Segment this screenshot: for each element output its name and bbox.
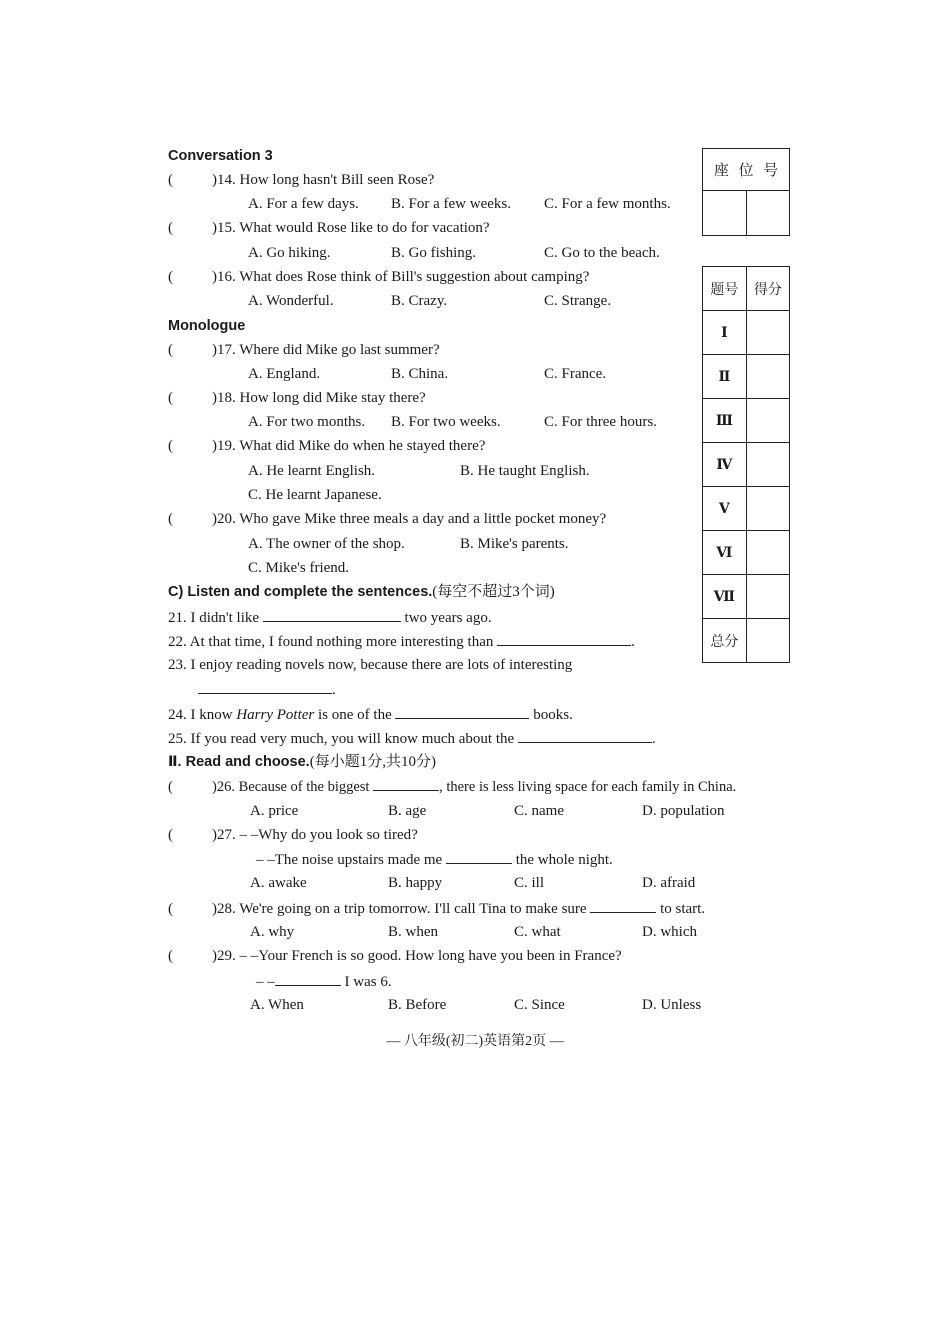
score-cell[interactable] bbox=[746, 355, 789, 399]
score-row bbox=[703, 443, 790, 487]
question-27 bbox=[168, 825, 418, 845]
option-b: B. For two weeks. bbox=[391, 414, 501, 430]
question-15 bbox=[168, 218, 490, 238]
sentence-text: 24. I know bbox=[168, 707, 233, 723]
question-number: )14. bbox=[212, 172, 236, 188]
section-number: Ⅲ bbox=[703, 399, 747, 443]
option-a: A. When bbox=[250, 997, 304, 1013]
question-text: – –Your French is so good. How long have you been in France? bbox=[239, 948, 622, 964]
page-footer: — 八年级(初二)英语第2页 — bbox=[386, 1034, 564, 1049]
score-table-header bbox=[703, 267, 790, 311]
option-b: B. Crazy. bbox=[391, 293, 448, 309]
sentence-text: two years ago. bbox=[404, 610, 492, 626]
option-d: D. Unless bbox=[642, 997, 702, 1013]
answer-blank-27[interactable] bbox=[446, 849, 512, 864]
question-text: – – bbox=[256, 974, 275, 990]
question-text: to start. bbox=[660, 901, 706, 917]
option-a: A. why bbox=[250, 924, 295, 940]
question-number: )28. bbox=[212, 901, 236, 917]
score-row bbox=[703, 399, 790, 443]
question-number: )18. bbox=[212, 390, 236, 406]
question-27-line2 bbox=[256, 849, 613, 869]
option-c: C. what bbox=[514, 924, 561, 940]
answer-paren: ( bbox=[168, 779, 173, 795]
score-table bbox=[702, 266, 790, 663]
sentence-text: 23. I enjoy reading novels now, because there are lots of interesting bbox=[168, 657, 573, 673]
answer-paren: ( bbox=[168, 901, 173, 917]
answer-paren: ( bbox=[168, 390, 173, 406]
seat-label-char: 位 bbox=[738, 163, 754, 179]
options-28 bbox=[168, 922, 798, 942]
total-score-cell[interactable] bbox=[746, 619, 789, 663]
sentence-text: books. bbox=[533, 707, 573, 723]
option-c: C. He learnt Japanese. bbox=[248, 487, 382, 503]
sentence-text: 21. I didn't like bbox=[168, 610, 260, 626]
question-18 bbox=[168, 388, 426, 408]
option-d: D. population bbox=[642, 803, 725, 819]
option-c: C. name bbox=[514, 803, 564, 819]
score-row bbox=[703, 575, 790, 619]
question-text: We're going on a trip tomorrow. I'll call Tina to make sure bbox=[239, 901, 587, 917]
answer-paren: ( bbox=[168, 342, 173, 358]
option-c: C. France. bbox=[544, 366, 607, 382]
answer-blank-28[interactable] bbox=[590, 898, 656, 913]
score-total-row bbox=[703, 619, 790, 663]
question-text: , there is less living space for each family in China. bbox=[439, 779, 737, 795]
section-number: Ⅴ bbox=[703, 487, 747, 531]
question-text: What did Mike do when he stayed there? bbox=[239, 438, 486, 454]
answer-blank-25[interactable] bbox=[518, 728, 652, 743]
section-ii-title: Ⅱ. Read and choose. bbox=[168, 754, 310, 770]
options-26 bbox=[168, 801, 798, 821]
answer-paren: ( bbox=[168, 511, 173, 527]
sentence-22: 22. At that time, I found nothing more interesting than . bbox=[168, 631, 635, 651]
score-cell[interactable] bbox=[746, 575, 789, 619]
option-a: A. For a few days. bbox=[248, 196, 359, 212]
score-cell[interactable] bbox=[746, 399, 789, 443]
answer-paren: ( bbox=[168, 438, 173, 454]
option-b: B. Mike's parents. bbox=[460, 536, 569, 552]
question-29-line2 bbox=[256, 971, 392, 991]
option-c: C. For three hours. bbox=[544, 414, 657, 430]
question-14 bbox=[168, 170, 434, 190]
option-b: B. China. bbox=[391, 366, 449, 382]
header-question-no: 题号 bbox=[703, 267, 747, 311]
option-a: A. He learnt English. bbox=[248, 463, 376, 479]
options-15 bbox=[168, 243, 798, 263]
sentence-text: 22. At that time, I found nothing more interesting than bbox=[168, 634, 494, 650]
question-number: )15. bbox=[212, 220, 236, 236]
score-cell[interactable] bbox=[746, 487, 789, 531]
answer-blank-22[interactable] bbox=[497, 631, 631, 646]
section-ii-heading bbox=[168, 752, 436, 772]
option-c: C. Strange. bbox=[544, 293, 612, 309]
option-d: D. afraid bbox=[642, 875, 696, 891]
answer-blank-24[interactable] bbox=[395, 704, 529, 719]
answer-blank-23[interactable] bbox=[198, 679, 332, 694]
sentence-21 bbox=[168, 607, 492, 627]
header-score: 得分 bbox=[746, 267, 789, 311]
sentence-23-blank-line: . bbox=[198, 679, 336, 699]
question-29 bbox=[168, 946, 622, 966]
question-text: How long hasn't Bill seen Rose? bbox=[239, 172, 435, 188]
total-label: 总分 bbox=[703, 619, 747, 663]
option-a: A. England. bbox=[248, 366, 321, 382]
score-cell[interactable] bbox=[746, 443, 789, 487]
option-a: A. Go hiking. bbox=[248, 245, 331, 261]
option-a: A. For two months. bbox=[248, 414, 366, 430]
option-c: C. For a few months. bbox=[544, 196, 671, 212]
option-b: B. when bbox=[388, 924, 438, 940]
question-16 bbox=[168, 267, 589, 287]
option-c: C. Mike's friend. bbox=[248, 560, 350, 576]
score-row bbox=[703, 311, 790, 355]
answer-paren: ( bbox=[168, 827, 173, 843]
section-number: Ⅱ bbox=[703, 355, 747, 399]
section-number: Ⅰ bbox=[703, 311, 747, 355]
section-number: Ⅳ bbox=[703, 443, 747, 487]
answer-paren: ( bbox=[168, 269, 173, 285]
option-c: C. Go to the beach. bbox=[544, 245, 660, 261]
options-29 bbox=[168, 995, 798, 1015]
score-cell[interactable] bbox=[746, 531, 789, 575]
question-number: )16. bbox=[212, 269, 236, 285]
question-text: Who gave Mike three meals a day and a little pocket money? bbox=[239, 511, 607, 527]
option-b: B. Go fishing. bbox=[391, 245, 477, 261]
section-ii-note: (每小题1分,共10分) bbox=[309, 754, 436, 770]
question-text: Where did Mike go last summer? bbox=[239, 342, 440, 358]
option-c: C. ill bbox=[514, 875, 545, 891]
section-heading-monologue: Monologue bbox=[168, 318, 246, 334]
question-20 bbox=[168, 509, 606, 529]
question-number: )27. bbox=[212, 827, 236, 843]
seat-number-cell[interactable] bbox=[747, 191, 791, 235]
answer-paren: ( bbox=[168, 948, 173, 964]
answer-blank-21[interactable] bbox=[263, 607, 401, 622]
question-number: )20. bbox=[212, 511, 236, 527]
seat-number-header bbox=[703, 149, 789, 191]
question-19 bbox=[168, 436, 485, 456]
option-d: D. which bbox=[642, 924, 697, 940]
question-17 bbox=[168, 340, 440, 360]
option-b: B. He taught English. bbox=[460, 463, 590, 479]
section-c-heading bbox=[168, 582, 555, 602]
seat-label-char: 座 bbox=[713, 163, 729, 179]
answer-blank-26[interactable] bbox=[373, 776, 439, 791]
option-b: B. age bbox=[388, 803, 427, 819]
seat-label-char: 号 bbox=[763, 163, 779, 179]
question-text: How long did Mike stay there? bbox=[239, 390, 426, 406]
option-b: B. For a few weeks. bbox=[391, 196, 511, 212]
answer-paren: ( bbox=[168, 220, 173, 236]
option-a: A. price bbox=[250, 803, 299, 819]
section-number: Ⅶ bbox=[703, 575, 747, 619]
seat-number-cell[interactable] bbox=[703, 191, 747, 235]
section-c-title: C) Listen and complete the sentences. bbox=[168, 584, 433, 600]
options-27 bbox=[168, 873, 798, 893]
question-number: )17. bbox=[212, 342, 236, 358]
option-c: C. Since bbox=[514, 997, 565, 1013]
question-28 bbox=[168, 898, 705, 918]
sentence-25: 25. If you read very much, you will know much about the . bbox=[168, 728, 656, 748]
question-text: What does Rose think of Bill's suggestion about camping? bbox=[239, 269, 590, 285]
score-cell[interactable] bbox=[746, 311, 789, 355]
score-row bbox=[703, 531, 790, 575]
answer-blank-29[interactable] bbox=[275, 971, 341, 986]
score-row bbox=[703, 355, 790, 399]
question-text: – –The noise upstairs made me bbox=[256, 852, 443, 868]
question-number: )26. bbox=[212, 779, 235, 795]
score-row bbox=[703, 487, 790, 531]
question-text: – –Why do you look so tired? bbox=[239, 827, 418, 843]
sentence-24 bbox=[168, 704, 573, 724]
seat-number-box bbox=[702, 148, 790, 236]
question-text: What would Rose like to do for vacation? bbox=[239, 220, 490, 236]
question-26 bbox=[168, 776, 736, 796]
option-a: A. Wonderful. bbox=[248, 293, 334, 309]
sentence-text: 25. If you read very much, you will know much about the bbox=[168, 731, 515, 747]
answer-paren: ( bbox=[168, 172, 173, 188]
question-text: Because of the biggest bbox=[238, 779, 370, 795]
question-text: I was 6. bbox=[344, 974, 392, 990]
question-text: the whole night. bbox=[515, 852, 613, 868]
option-b: B. Before bbox=[388, 997, 447, 1013]
question-number: )19. bbox=[212, 438, 236, 454]
book-title: Harry Potter bbox=[236, 707, 315, 723]
section-c-note: (每空不超过3个词) bbox=[432, 584, 555, 600]
question-number: )29. bbox=[212, 948, 236, 964]
section-number: Ⅵ bbox=[703, 531, 747, 575]
sentence-23 bbox=[168, 655, 572, 675]
option-a: A. awake bbox=[250, 875, 307, 891]
sentence-text: is one of the bbox=[318, 707, 392, 723]
option-a: A. The owner of the shop. bbox=[248, 536, 405, 552]
section-heading-conversation-3: Conversation 3 bbox=[168, 148, 273, 164]
option-b: B. happy bbox=[388, 875, 443, 891]
